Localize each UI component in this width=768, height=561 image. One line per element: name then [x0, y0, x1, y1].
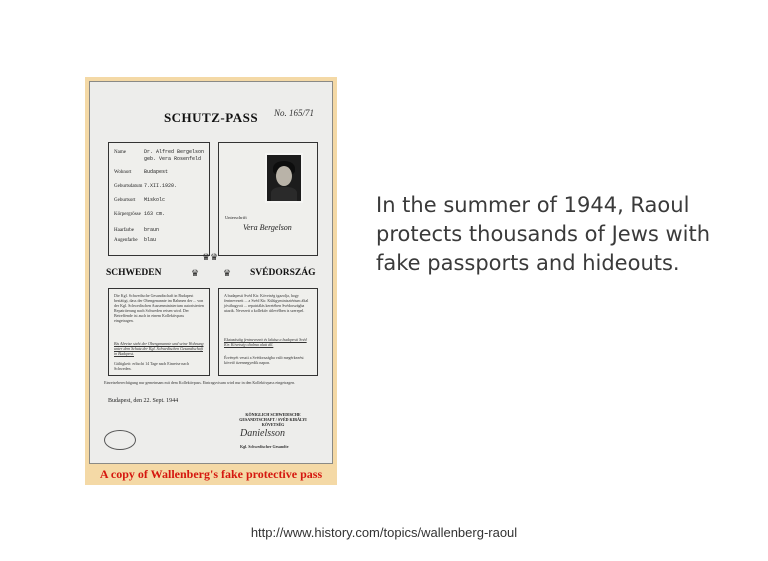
- protective-pass-image: [85, 77, 337, 485]
- passport-photo: [265, 153, 303, 203]
- footnote-text: Einreiseberechtigung nur gemeinsam mit dem Kollektivpass. Eintragsvisum wird nur in den Kollektivpass eingetragen.: [104, 380, 296, 385]
- issue-date: Budapest, den 22. Sept. 1944: [108, 398, 179, 404]
- crown-icon: ♛♛: [202, 252, 219, 262]
- source-url: http://www.history.com/topics/wallenberg-raoul: [250, 525, 518, 540]
- field-row: Haarfarbe braun: [114, 227, 160, 233]
- schutz-pass-document: [89, 81, 333, 464]
- german-validity-text: Gültigkeit: erlischt 14 Tage nach Einreise nach Schweden.: [114, 361, 189, 371]
- crown-icon: ♛: [223, 268, 232, 278]
- german-text-box: [108, 288, 210, 376]
- hungarian-text: A budapesti Svéd Kir. Követség igazolja, hogy fentnevezett ... a Svéd Kir. Külügyminisztérium által jóváhagyott ... repatriálás keretében Svédországba utazik. Nevezett a kollektív útlevélben is szerepel.: [224, 293, 309, 313]
- hungarian-validity-text: Érvényét veszti a Svédországba való megérkezést követő tizennegyedik napon.: [224, 355, 304, 365]
- pass-number: No. 165/71: [273, 108, 314, 118]
- field-row: Geburtsort Miskolc: [114, 197, 166, 203]
- heading-svedorszag: SVÉDORSZÁG: [250, 268, 316, 278]
- field-row: Körpergrösse 163 cm.: [114, 211, 166, 217]
- field-row: geb. Vera Rosenfeld: [144, 156, 202, 162]
- german-text: Die Kgl. Schwedische Gesandtschaft in Budapest bestätigt, dass der Obengenannte im Rahmen der ... von der Kgl. Schwedischen Aussenministerium autorisierten Repatriierung nach Schweden reisen wird. Der Betreffende ist auch in einem Kollektivpass eingetragen.: [114, 293, 204, 323]
- official-stamp: [104, 430, 136, 450]
- hungarian-text-box: [218, 288, 318, 376]
- image-caption: A copy of Wallenberg's fake protective pass: [99, 467, 323, 481]
- holder-signature: Vera Bergelson: [243, 223, 292, 232]
- field-row: Wohnort Budapest: [114, 169, 169, 175]
- german-protection-text: Bis Abreise steht der Obengenannte und seine Wohnung unter dem Schutz der Kgl. Schwedischen Gesandtschaft in Budapest.: [114, 341, 204, 356]
- pass-title: SCHUTZ-PASS: [163, 110, 259, 125]
- field-row: Geburtsdatum 7.XII.1920.: [114, 183, 178, 189]
- signature-label: Unterschrift: [225, 215, 247, 220]
- crown-icon: ♛: [191, 268, 200, 278]
- heading-schweden: SCHWEDEN: [106, 268, 162, 278]
- photo-box: [218, 142, 318, 256]
- field-row: Augenfarbe blau: [114, 237, 157, 243]
- legation-signature: Danielsson: [240, 428, 285, 439]
- hungarian-protection-text: Elutazásáig fentnevezett és lakása a budapesti Svéd Kir. Követség oltalma alatt áll.: [224, 337, 307, 347]
- personal-details-box: [108, 142, 210, 256]
- legation-name: KÖNIGLICH SCHWEDISCHE GESANDTSCHAFT / SVÉD KIRÁLYI KÖVETSÉG: [239, 412, 307, 427]
- field-row: Name Dr. Alfred Bergelson: [114, 149, 205, 155]
- slide-body-text: In the summer of 1944, Raoul protects thousands of Jews with fake passports and hideouts.: [376, 193, 711, 275]
- legation-title: Kgl. Schwedischer Gesandte: [240, 444, 289, 449]
